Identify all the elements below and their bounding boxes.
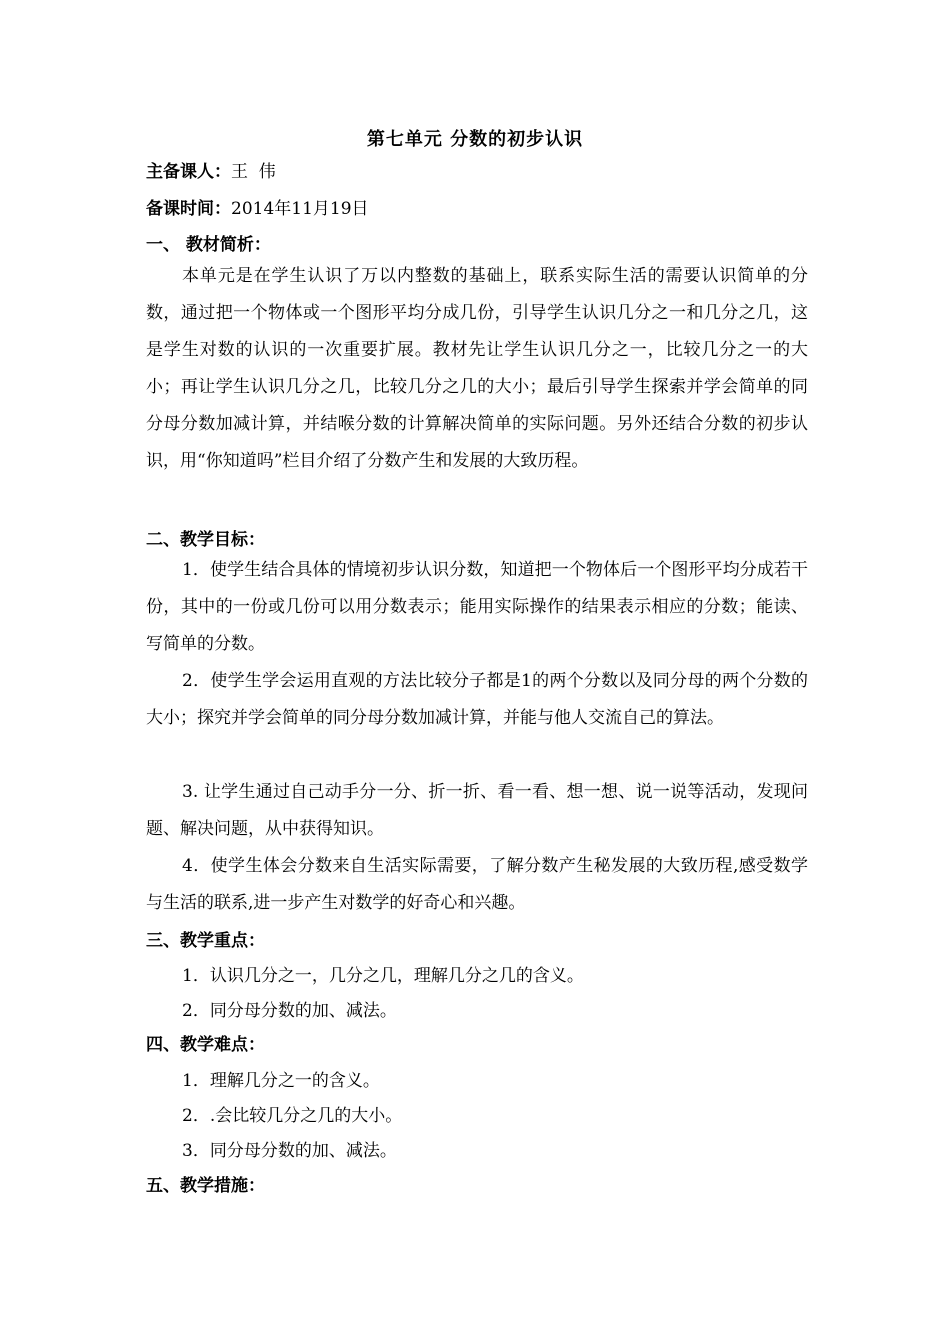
objective-4: 4．使学生体会分数来自生活实际需要，了解分数产生秘发展的大致历程,感受数学与生活的联系,进一步产生对数学的好奇心和兴趣。 bbox=[146, 856, 808, 913]
key-point-2: 2．同分母分数的加、减法。 bbox=[182, 1001, 397, 1021]
section-3-heading: 三、教学重点： bbox=[146, 931, 265, 951]
preparer-line bbox=[146, 160, 276, 184]
objective-1: 1．使学生结合具体的情境初步认识分数，知道把一个物体后一个图形平均分成若干份，其中的一份或几份可以用分数表示；能用实际操作的结果表示相应的分数；能读、写简单的分数。 bbox=[146, 560, 808, 654]
key-point-1: 1．认识几分之一，几分之几，理解几分之几的含义。 bbox=[182, 966, 584, 986]
page-title: 第七单元 分数的初步认识 bbox=[366, 129, 584, 150]
objective-2: 2．使学生学会运用直观的方法比较分子都是1的两个分数以及同分母的两个分数的大小；探究并学会简单的同分母分数加减计算，并能与他人交流自己的算法。 bbox=[146, 671, 808, 728]
prep-time-value: 2014年11月19日 bbox=[231, 199, 369, 219]
section-5-heading: 五、教学措施： bbox=[146, 1176, 265, 1196]
objective-3: 3. 让学生通过自己动手分一分、折一折、看一看、想一想、说一说等活动，发现问题、解决问题，从中获得知识。 bbox=[146, 782, 808, 839]
prep-time-line bbox=[146, 197, 369, 221]
section-1-heading: 一、 教材简析： bbox=[146, 235, 271, 255]
difficulty-3: 3．同分母分数的加、减法。 bbox=[182, 1141, 397, 1161]
difficulty-2: 2．.会比较几分之几的大小。 bbox=[182, 1106, 403, 1126]
preparer-value: 王 伟 bbox=[231, 162, 276, 182]
preparer-label: 主备课人： bbox=[146, 162, 231, 182]
section-1-text: 本单元是在学生认识了万以内整数的基础上，联系实际生活的需要认识简单的分数，通过把一个物体或一个图形平均分成几份，引导学生认识几分之一和几分之几，这是学生对数的认识的一次重要扩展。教材先让学生认识几分之一，比较几分之一的大小；再让学生认识几分之几，比较几分之几的大小；最后引导学生探索并学会简单的同分母分数加减计算，并结喉分数的计算解决简单的实际问题。另外还结合分数的初步认识，用“你知道吗”栏目介绍了分数产生和发展的大致历程。 bbox=[146, 266, 808, 471]
section-4-heading: 四、教学难点： bbox=[146, 1035, 265, 1055]
difficulty-1: 1．理解几分之一的含义。 bbox=[182, 1071, 380, 1091]
prep-time-label: 备课时间： bbox=[146, 199, 231, 219]
section-2-heading: 二、教学目标： bbox=[146, 530, 265, 550]
